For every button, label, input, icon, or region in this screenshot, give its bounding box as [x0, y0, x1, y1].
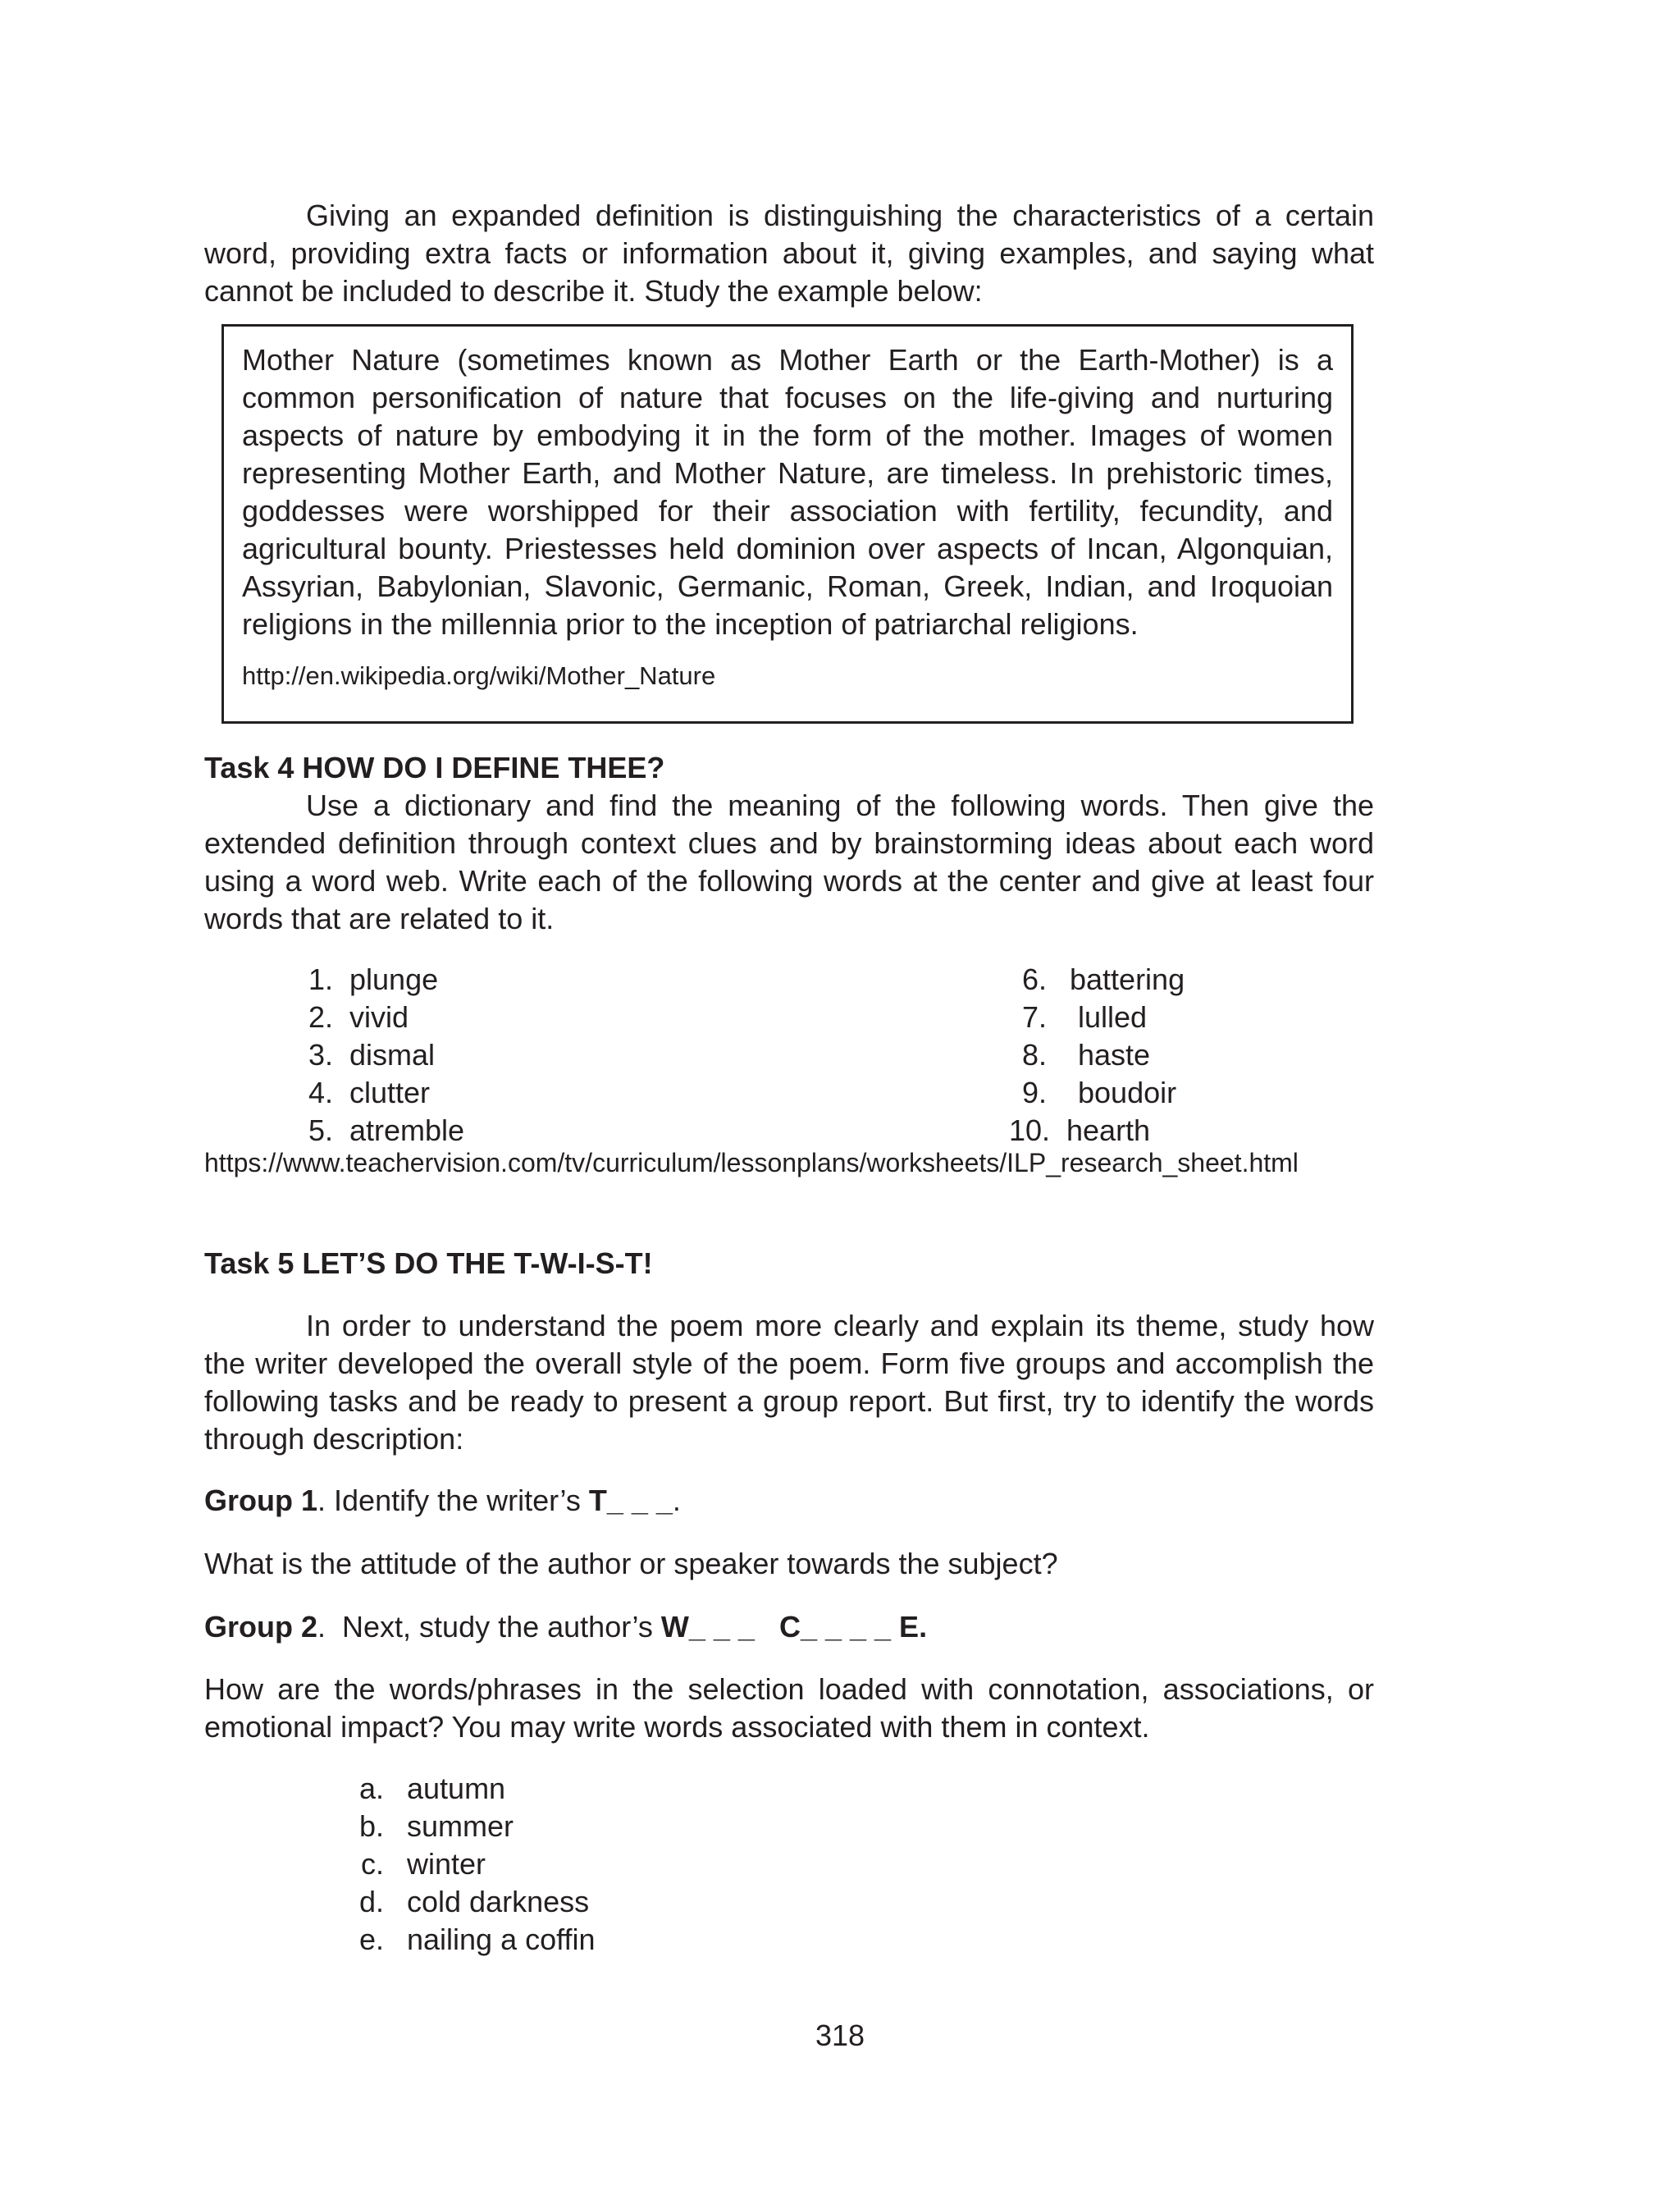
example-text: Mother Nature (sometimes known as Mother Earth or the Earth-Mother) is a common personification of nature that focuses on the life-giving and nurturing aspects of nature by embodying it in the form of the mother. Images of women representing Mother Earth, and Mother Nature, are timeless. In prehistoric times, goddesses were worshipped for their association with fertility, fecundity, and agricultural bounty. Priestesses held dominion over aspects of Incan, Algonquian, Assyrian, Babylonian, Slavonic, Germanic, Roman, Greek, Indian, and Iroquoian religions in the millennia prior to the inception of patriarchal religions. — [242, 343, 1333, 641]
group1-question: What is the attitude of the author or speaker towards the subject? — [204, 1547, 1058, 1580]
list-item: d. cold darkness — [358, 1885, 590, 1918]
task4-source-link[interactable]: https://www.teachervision.com/tv/curriculum/lessonplans/worksheets/ILP_research_sheet.html — [204, 1148, 1299, 1177]
list-item: a. autumn — [358, 1772, 506, 1805]
list-item: 6. battering — [1021, 962, 1185, 996]
group1-label: Group 1 — [204, 1484, 318, 1517]
task4-heading: Task 4 HOW DO I DEFINE THEE? — [204, 751, 665, 784]
list-item: 1. plunge — [308, 962, 439, 996]
list-item: 8. haste — [1021, 1038, 1151, 1072]
list-item: c. winter — [360, 1847, 486, 1881]
list-item: 9. boudoir — [1021, 1076, 1177, 1109]
group2-line: Group 2. Next, study the author’s W_ _ _ C_ _ _ _ E. — [204, 1610, 928, 1644]
list-item: 5. atremble — [308, 1113, 465, 1147]
group2-label: Group 2 — [204, 1610, 318, 1644]
task5-heading: Task 5 LET’S DO THE T-W-I-S-T! — [204, 1246, 653, 1280]
group2-question: How are the words/phrases in the selection loaded with connotation, associations, or emotional impact? You may write words associated with them in context. — [204, 1672, 1374, 1744]
list-item: 2. vivid — [308, 1000, 409, 1034]
list-item: b. summer — [358, 1809, 514, 1843]
example-box — [221, 324, 1354, 724]
list-item: 7. lulled — [1021, 1000, 1148, 1034]
intro-paragraph: Giving an expanded definition is distinguishing the characteristics of a certain word, providing extra facts or information about it, giving examples, and saying what cannot be included to describe it. Study the example below: — [204, 199, 1374, 308]
task5-instructions: In order to understand the poem more clearly and explain its theme, study how the writer developed the overall style of the poem. Form five groups and accomplish the following tasks and be ready to present a group report. But first, try to identify the words through description: — [204, 1309, 1374, 1456]
list-item: e. nailing a coffin — [358, 1923, 596, 1956]
word-list-right — [1009, 961, 1185, 1150]
group1-blank: T_ _ _ — [588, 1484, 673, 1517]
word-list-left — [304, 961, 464, 1150]
group2-blank: W_ _ _ C_ _ _ _ E. — [660, 1610, 928, 1644]
list-item: 4. clutter — [308, 1076, 431, 1109]
list-item: 3. dismal — [308, 1038, 436, 1072]
example-source-link[interactable]: http://en.wikipedia.org/wiki/Mother_Nature — [242, 661, 716, 690]
group2-items — [353, 1770, 596, 1959]
list-item: 10. hearth — [1009, 1113, 1151, 1147]
page-number: 318 — [815, 2019, 865, 2052]
task4-instructions: Use a dictionary and find the meaning of the following words. Then give the extended definition through context clues and by brainstorming ideas about each word using a word web. Write each of the following words at the center and give at least four words that are related to it. — [204, 789, 1374, 935]
group1-line: Group 1. Identify the writer’s T_ _ _. — [204, 1484, 681, 1517]
